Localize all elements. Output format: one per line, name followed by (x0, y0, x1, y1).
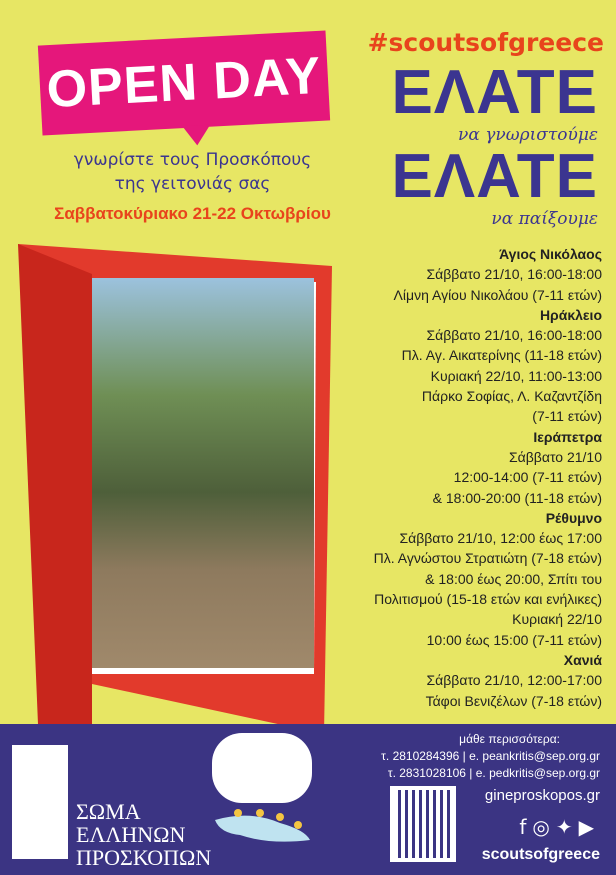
subtitle-line1: γνωρίστε τους Προσκόπους (73, 150, 312, 170)
schedule-line: 12:00-14:00 (7-11 ετών) (453, 469, 602, 486)
schedule-line: Κυριακή 22/10 (512, 611, 602, 628)
scouts-forest-photo (92, 278, 314, 668)
schedule-line: Σάββατο 21/10, 16:00-18:00 (426, 327, 602, 344)
open-day-banner: OPEN DAY (38, 31, 330, 136)
schedule-list (374, 244, 602, 711)
schedule-line: Σάββατο 21/10, 12:00 έως 17:00 (399, 530, 602, 547)
twitter-icon[interactable]: ✦ (555, 815, 579, 839)
schedule-line: Σάββατο 21/10, 16:00-18:00 (426, 266, 602, 283)
facebook-icon[interactable]: f (519, 815, 533, 839)
event-date: Σαββατοκύριακο 21-22 Οκτωβρίου (54, 204, 331, 223)
hashtag: #scoutsofgreece (367, 28, 604, 57)
schedule-city: Χανιά (563, 651, 602, 668)
come-heading-2: ΕΛΑΤΕ (391, 142, 598, 211)
schedule-line: Πάρκο Σοφίας, Λ. Καζαντζίδη (421, 388, 602, 405)
come-sub-2: να παίξουμε (491, 209, 598, 229)
schedule-line: (7-11 ετών) (532, 408, 602, 425)
schedule-line: Πλ. Αγ. Αικατερίνης (11-18 ετών) (401, 347, 602, 364)
schedule-line: Πλ. Αγνώστου Στρατιώτη (7-18 ετών) (373, 550, 602, 567)
instagram-icon[interactable]: ◎ (532, 815, 556, 839)
schedule-city: Άγιος Νικόλαος (499, 246, 602, 262)
subtitle-line2: της γειτονιάς σας (114, 174, 271, 194)
schedule-line: & 18:00-20:00 (11-18 ετών) (432, 489, 602, 506)
org-name-line3: ΠΡΟΣΚΟΠΩΝ (76, 845, 212, 870)
learn-more-label: μάθε περισσότερα: (459, 732, 560, 746)
come-sub-1: να γνωριστούμε (458, 125, 598, 145)
contacts (381, 731, 600, 782)
schedule-city: Ιεράπετρα (533, 428, 602, 445)
jota-joti-logo (212, 733, 312, 803)
qr-code[interactable] (390, 786, 456, 862)
org-name (76, 800, 211, 869)
schedule-line: Σάββατο 21/10 (509, 448, 602, 465)
crete-map-icon (210, 805, 320, 850)
scouts-fleur-de-lis-logo (12, 745, 68, 859)
youtube-icon[interactable]: ▶ (578, 815, 600, 839)
schedule-line: Τάφοι Βενιζέλων (7-18 ετών) (425, 692, 602, 709)
org-name-line1: ΣΩΜΑ (76, 799, 141, 824)
schedule-line: Κυριακή 22/10, 11:00-13:00 (430, 367, 602, 384)
schedule-line: Λίμνη Αγίου Νικολάου (7-11 ετών) (393, 286, 602, 303)
schedule-line: Σάββατο 21/10, 12:00-17:00 (426, 672, 602, 689)
org-name-line2: ΕΛΛΗΝΩΝ (76, 822, 186, 847)
schedule-line: Πολιτισμού (15-18 ετών και ενήλικες) (374, 591, 602, 608)
schedule-city: Ηράκλειο (539, 306, 602, 323)
website-link[interactable]: gineproskopos.gr (484, 787, 600, 804)
contact-line-2[interactable]: τ. 2831028106 | e. pedkritis@sep.org.gr (387, 766, 600, 780)
social-icons (519, 815, 600, 839)
come-heading-1: ΕΛΑΤΕ (391, 58, 598, 127)
contact-line-1[interactable]: τ. 2810284396 | e. peankritis@sep.org.gr (381, 749, 600, 763)
schedule-line: 10:00 έως 15:00 (7-11 ετών) (426, 631, 602, 648)
schedule-city: Ρέθυμνο (545, 509, 602, 526)
schedule-line: & 18:00 έως 20:00, Σπίτι του (425, 570, 602, 587)
social-handle: scoutsofgreece (481, 846, 600, 863)
